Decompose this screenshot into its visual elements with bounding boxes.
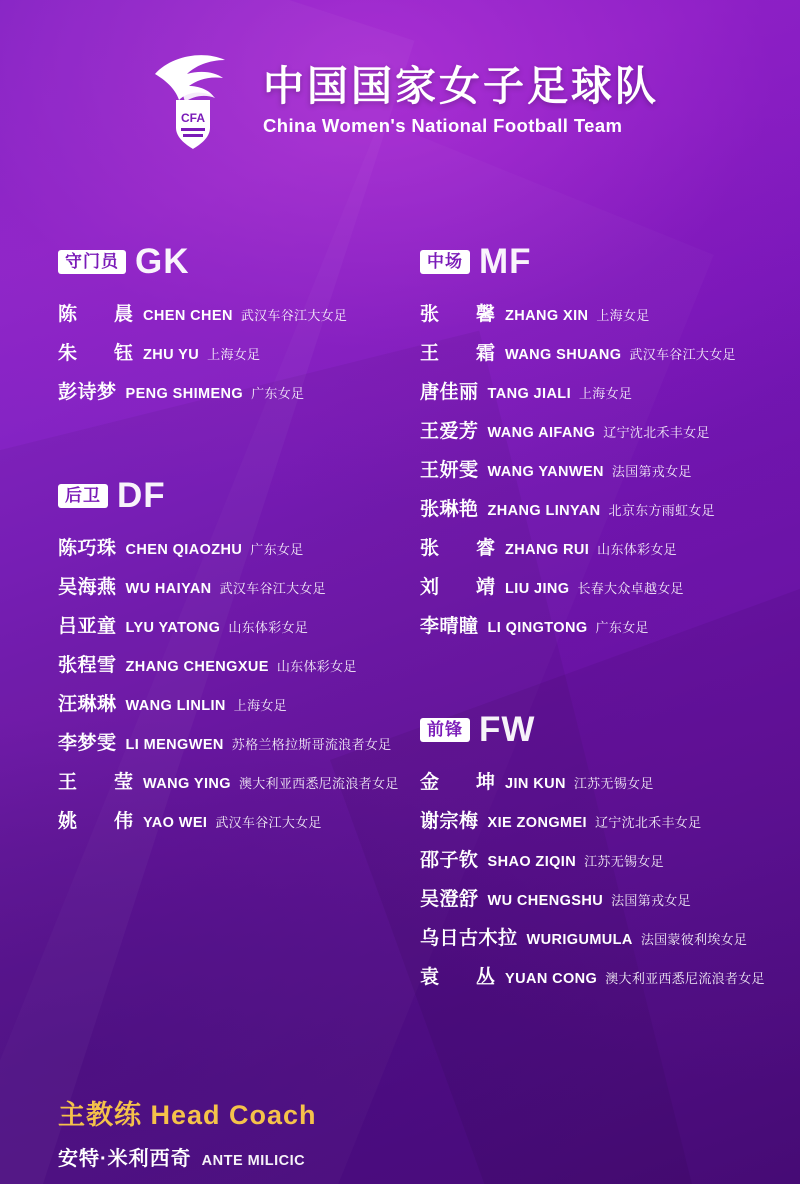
player-name-en: LI QINGTONG	[487, 620, 588, 636]
player-name-en: CHEN CHEN	[143, 308, 233, 324]
player-name-cn: 汪琳琳	[58, 694, 117, 715]
player-name-cn: 吴澄舒	[420, 889, 479, 910]
roster-column-left	[0, 242, 399, 1001]
player-name-cn: 唐佳丽	[420, 382, 479, 403]
player-name-en: WANG YING	[143, 776, 231, 792]
player-name-cn: 吴海燕	[58, 577, 117, 598]
player-name-en: WURIGUMULA	[526, 932, 633, 948]
coach-name-cn: 安特·米利西奇	[58, 1148, 192, 1170]
list-item	[420, 377, 800, 404]
player-name-en: ZHANG CHENGXUE	[125, 659, 269, 675]
player-name-cn: 张 馨	[420, 304, 505, 325]
player-name-cn: 王爱芳	[420, 421, 479, 442]
list-item	[420, 416, 800, 443]
player-name-cn: 刘 靖	[420, 577, 505, 598]
player-club: 武汉车谷江大女足	[215, 815, 322, 830]
list-item	[420, 611, 800, 638]
player-name-en: LYU YATONG	[125, 620, 221, 636]
list-item	[58, 377, 360, 404]
player-name-cn: 乌日古木拉	[420, 928, 518, 949]
player-club: 武汉车谷江大女足	[240, 308, 348, 323]
player-name-cn: 王妍雯	[420, 460, 479, 481]
header-titles	[263, 63, 659, 137]
page-title-en: China Women's National Football Team	[263, 115, 623, 137]
player-club: 广东女足	[595, 620, 649, 635]
list-item	[58, 611, 360, 638]
player-name-en: JIN KUN	[505, 776, 566, 792]
roster-column-right	[360, 244, 800, 1001]
player-name-cn: 王 莹	[58, 772, 143, 793]
list-item	[420, 923, 800, 950]
player-club: 江苏无锡女足	[584, 854, 664, 869]
player-club: 长春大众卓越女足	[577, 581, 684, 596]
position-label-cn: 中场	[420, 250, 470, 274]
player-club: 辽宁沈北禾丰女足	[594, 815, 702, 830]
list-item	[58, 338, 360, 365]
list-item	[58, 650, 360, 677]
player-club: 山东体彩女足	[228, 620, 309, 635]
player-club: 上海女足	[596, 308, 650, 323]
player-name-en: YUAN CONG	[505, 971, 598, 987]
player-name-cn: 李梦雯	[58, 733, 117, 754]
player-name-cn: 谢宗梅	[420, 811, 479, 832]
player-club: 广东女足	[250, 542, 304, 557]
player-name-en: PENG SHIMENG	[125, 386, 244, 402]
player-name-en: ZHANG RUI	[505, 542, 590, 558]
player-name-cn: 邵子钦	[420, 850, 479, 871]
coach-section	[0, 1001, 800, 1171]
position-header	[420, 244, 800, 279]
list-item	[420, 962, 800, 989]
player-club: 江苏无锡女足	[573, 776, 654, 791]
player-name-en: SHAO ZIQIN	[487, 854, 577, 870]
player-name-en: ZHANG XIN	[505, 308, 589, 324]
list-item	[420, 767, 800, 794]
position-label-cn: 前锋	[420, 718, 470, 742]
player-club: 上海女足	[233, 698, 287, 713]
list-item	[58, 806, 360, 833]
list-item	[420, 845, 800, 872]
list-item	[58, 533, 360, 560]
position-header	[420, 712, 800, 747]
player-name-cn: 张 睿	[420, 538, 505, 559]
cfa-crest-icon	[141, 44, 245, 156]
player-club: 北京东方雨虹女足	[608, 503, 715, 518]
player-name-en: WANG LINLIN	[125, 698, 226, 714]
position-group-fw	[420, 712, 800, 989]
player-club: 武汉车谷江大女足	[629, 347, 736, 362]
player-name-en: WANG AIFANG	[487, 425, 596, 441]
player-name-cn: 陈 晨	[58, 304, 143, 325]
player-name-en: XIE ZONGMEI	[487, 815, 587, 831]
roster-columns	[0, 166, 800, 1001]
position-header	[58, 478, 360, 513]
player-club: 法国第戎女足	[611, 464, 692, 479]
player-name-cn: 金 坤	[420, 772, 505, 793]
player-name-en: ZHU YU	[143, 347, 200, 363]
position-label-en: FW	[479, 710, 536, 749]
list-item	[420, 572, 800, 599]
position-header	[58, 244, 360, 279]
list-item	[420, 884, 800, 911]
player-club: 法国第戎女足	[611, 893, 691, 908]
list-item	[58, 689, 360, 716]
player-name-cn: 张程雪	[58, 655, 117, 676]
player-name-en: WU CHENGSHU	[487, 893, 604, 909]
position-label-en: MF	[479, 242, 532, 281]
position-label-cn: 守门员	[58, 250, 126, 274]
player-name-cn: 张琳艳	[420, 499, 479, 520]
position-group-gk	[58, 244, 360, 404]
coach-name-en: ANTE MILICIC	[201, 1153, 306, 1169]
list-item	[58, 572, 360, 599]
player-name-cn: 吕亚童	[58, 616, 117, 637]
position-label-cn: 后卫	[58, 484, 108, 508]
list-item	[420, 806, 800, 833]
player-name-en: WANG YANWEN	[487, 464, 604, 480]
player-name-en: LIU JING	[505, 581, 570, 597]
player-club: 澳大利亚西悉尼流浪者女足	[605, 971, 765, 986]
player-name-en: WANG SHUANG	[505, 347, 622, 363]
player-name-cn: 李晴瞳	[420, 616, 479, 637]
list-item	[420, 338, 800, 365]
player-club: 法国蒙彼利埃女足	[640, 932, 748, 947]
list-item	[58, 767, 399, 794]
player-name-cn: 彭诗梦	[58, 382, 117, 403]
player-club: 澳大利亚西悉尼流浪者女足	[238, 776, 399, 791]
player-name-cn: 陈巧珠	[58, 538, 117, 559]
list-item	[420, 494, 800, 521]
player-club: 武汉车谷江大女足	[219, 581, 326, 596]
position-label-en: DF	[117, 476, 166, 515]
svg-text:CFA: CFA	[181, 111, 205, 125]
coach-name-row	[58, 1142, 800, 1171]
page-title-cn: 中国国家女子足球队	[263, 62, 659, 109]
player-club: 苏格兰格拉斯哥流浪者女足	[231, 737, 392, 752]
player-name-en: YAO WEI	[143, 815, 208, 831]
player-name-en: CHEN QIAOZHU	[125, 542, 243, 558]
player-name-en: LI MENGWEN	[125, 737, 224, 753]
poster-header	[0, 0, 800, 166]
position-group-mf	[420, 244, 800, 638]
player-name-en: WU HAIYAN	[125, 581, 212, 597]
player-name-en: ZHANG LINYAN	[487, 503, 601, 519]
player-name-cn: 姚 伟	[58, 811, 143, 832]
player-club: 上海女足	[579, 386, 633, 401]
player-name-cn: 王 霜	[420, 343, 505, 364]
coach-title: 主教练 Head Coach	[58, 1100, 317, 1130]
player-club: 辽宁沈北禾丰女足	[603, 425, 710, 440]
position-label-en: GK	[135, 242, 190, 281]
player-name-cn: 朱 钰	[58, 343, 143, 364]
list-item	[420, 299, 800, 326]
player-club: 广东女足	[251, 386, 305, 401]
player-club: 山东体彩女足	[597, 542, 677, 557]
player-name-cn: 袁 丛	[420, 967, 505, 988]
player-club: 上海女足	[207, 347, 261, 362]
list-item	[420, 533, 800, 560]
list-item	[58, 728, 392, 755]
player-name-en: TANG JIALI	[487, 386, 571, 402]
list-item	[58, 299, 360, 326]
list-item	[420, 455, 800, 482]
player-club: 山东体彩女足	[276, 659, 357, 674]
position-group-df	[58, 476, 399, 833]
